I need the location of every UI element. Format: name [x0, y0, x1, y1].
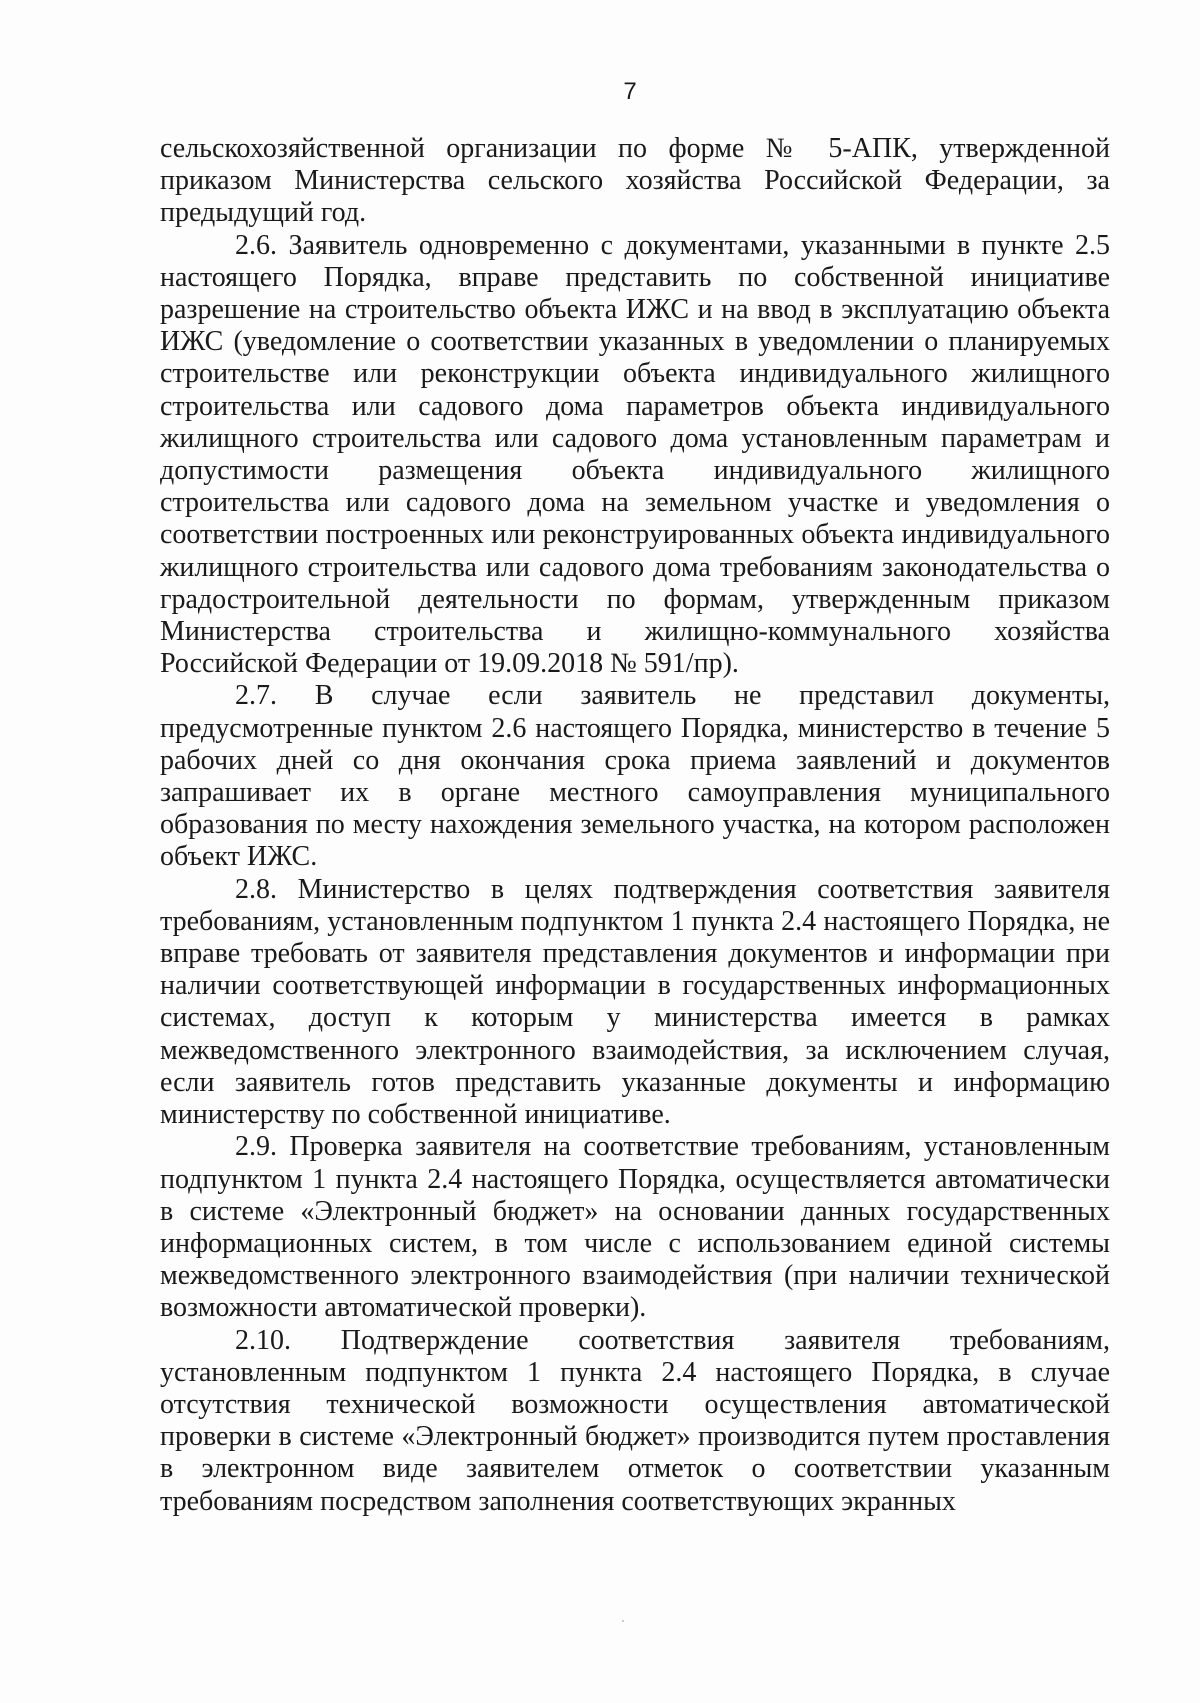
paragraph-2-10: 2.10. Подтверждение соответствия заявителя требованиям, установленным подпунктом 1 пункта 2.4 настоящего Порядка, в случае отсутствия технической возможности осуществления автоматической проверки в системе «Электронный бюджет» производится путем проставления в электронном виде заявителем отметок о соответствии указанным требованиям посредством заполнения соответствующих экранных [160, 1324, 1110, 1517]
document-body [160, 133, 1110, 1518]
paragraph-2-8: 2.8. Министерство в целях подтверждения соответствия заявителя требованиям, установленным подпунктом 1 пункта 2.4 настоящего Порядка, не вправе требовать от заявителя представления документов и информации при наличии соответствующей информации в государственных информационных системах, доступ к которым у министерства имеется в рамках межведомственного электронного взаимодействия, за исключением случая, если заявитель готов представить указанные документы и информацию министерству по собственной инициативе. [160, 873, 1110, 1131]
scan-speck [622, 1620, 624, 1622]
paragraph-continuation: сельскохозяйственной организации по форме № 5-АПК, утвержденной приказом Министерства сельского хозяйства Российской Федерации, за предыдущий год. [160, 133, 1110, 229]
page-number: 7 [623, 78, 637, 105]
paragraph-2-6: 2.6. Заявитель одновременно с документами, указанными в пункте 2.5 настоящего Порядка, вправе представить по собственной инициативе разрешение на строительство объекта ИЖС и на ввод в эксплуатацию объекта ИЖС (уведомление о соответствии указанных в уведомлении о планируемых строительстве или реконструкции объекта индивидуального жилищного строительства или садового дома параметров объекта индивидуального жилищного строительства или садового дома установленным параметрам и допустимости размещения объекта индивидуального жилищного строительства или садового дома на земельном участке и уведомления о соответствии построенных или реконструированных объекта индивидуального жилищного строительства или садового дома требованиям законодательства о градостроительной деятельности по формам, утвержденным приказом Министерства строительства и жилищно-коммунального хозяйства Российской Федерации от 19.09.2018 № 591/пр). [160, 229, 1110, 680]
paragraph-2-9: 2.9. Проверка заявителя на соответствие требованиям, установленным подпунктом 1 пункта 2.4 настоящего Порядка, осуществляется автоматически в системе «Электронный бюджет» на основании данных государственных информационных систем, в том числе с использованием единой системы межведомственного электронного взаимодействия (при наличии технической возможности автоматической проверки). [160, 1131, 1110, 1324]
paragraph-2-7: 2.7. В случае если заявитель не представил документы, предусмотренные пунктом 2.6 настоящего Порядка, министерство в течение 5 рабочих дней со дня окончания срока приема заявлений и документов запрашивает их в органе местного самоуправления муниципального образования по месту нахождения земельного участка, на котором расположен объект ИЖС. [160, 680, 1110, 873]
